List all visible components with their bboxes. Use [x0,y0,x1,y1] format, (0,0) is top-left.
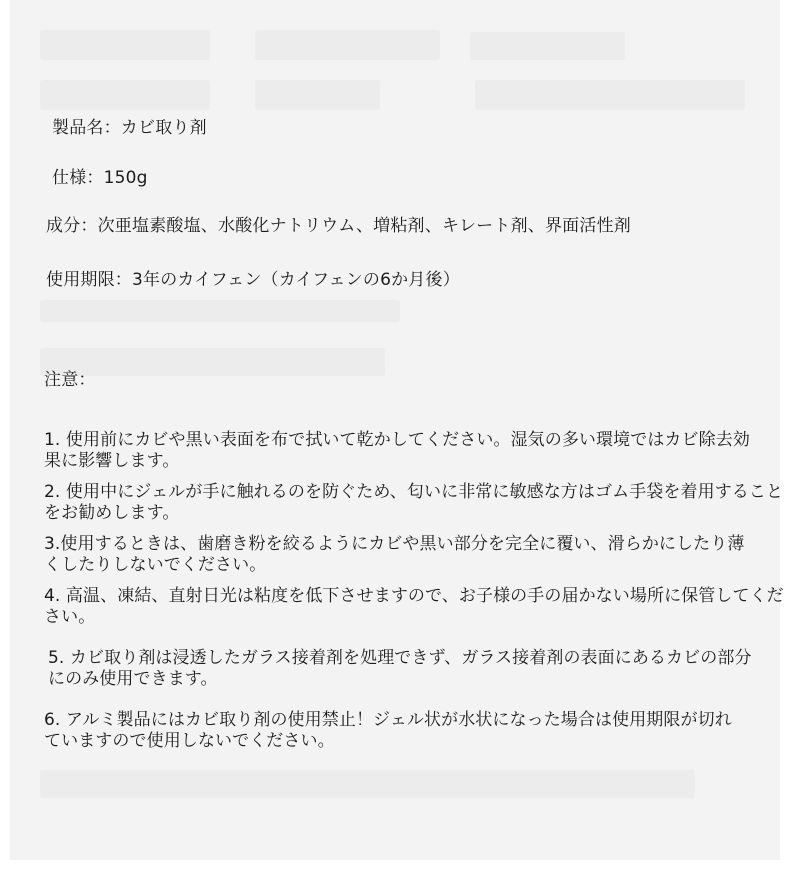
background-band [40,30,210,60]
expiry: 使用期限：3年のカイフェン（カイフェンの6か月後） [46,270,460,290]
product-name: 製品名：カビ取り剤 [52,118,207,138]
specification: 仕様：150g [52,168,148,188]
background-band [470,32,625,60]
document-sheet [10,0,784,860]
ingredients: 成分：次亜塩素酸塩、水酸化ナトリウム、増粘剤、キレート剤、界面活性剤 [46,216,631,236]
note-item-2: 2. 使用中にジェルが手に触れるのを防ぐため、匂いに非常に敏感な方はゴム手袋を着用することをお勧めします。 [44,482,784,523]
note-item-3: 3.使用するときは、歯磨き粉を絞るようにカビや黒い部分を完全に覆い、滑らかにしたり薄くしたりしないでください。 [44,534,745,575]
note-item-1: 1. 使用前にカビや黒い表面を布で拭いて乾かしてください。湿気の多い環境ではカビ除去効果に影響します。 [44,430,750,471]
notes-heading: 注意： [44,370,96,390]
background-band [40,300,400,322]
note-item-6: 6. アルミ製品にはカビ取り剤の使用禁止！ジェル状が水状になった場合は使用期限が切れていますので使用しないでください。 [44,710,732,751]
background-band [40,80,210,110]
background-band [40,770,695,798]
background-band [255,30,440,60]
background-band [475,80,745,110]
note-item-4: 4. 高温、凍結、直射日光は粘度を低下させますので、お子様の手の届かない場所に保管してください。 [44,586,784,627]
background-band [255,80,380,110]
note-item-5: 5. カビ取り剤は浸透したガラス接着剤を処理できず、ガラス接着剤の表面にあるカビの部分にのみ使用できます。 [48,648,752,689]
